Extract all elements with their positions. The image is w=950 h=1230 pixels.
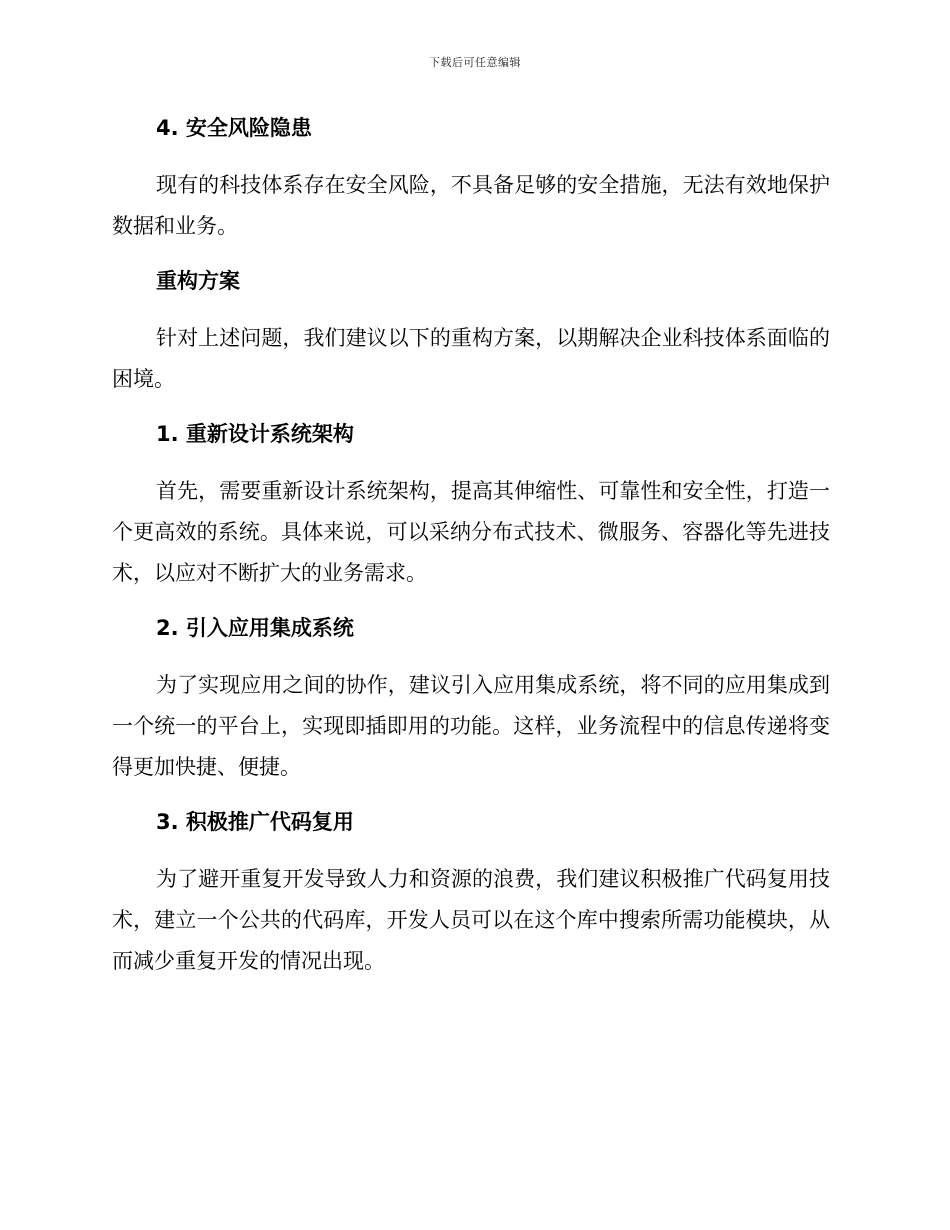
- section-heading: 1. 重新设计系统架构: [156, 422, 354, 446]
- section-heading: 2. 引入应用集成系统: [156, 616, 354, 640]
- section-heading: 3. 积极推广代码复用: [156, 810, 354, 834]
- section-code-reuse: [112, 804, 830, 982]
- section-paragraph: 针对上述问题，我们建议以下的重构方案，以期解决企业科技体系面临的困境。: [112, 326, 830, 391]
- section-system-architecture: [112, 416, 830, 610]
- section-security-risk: [112, 110, 830, 263]
- document-body: [112, 110, 830, 982]
- section-paragraph: 为了避开重复开发导致人力和资源的浪费，我们建议积极推广代码复用技术，建立一个公共的代码库，开发人员可以在这个库中搜索所需功能模块，从而减少重复开发的情况出现。: [112, 867, 830, 973]
- section-restructure-plan: [112, 263, 830, 416]
- section-paragraph: 为了实现应用之间的协作，建议引入应用集成系统，将不同的应用集成到一个统一的平台上，实现即插即用的功能。这样，业务流程中的信息传递将变得更加快捷、便捷。: [112, 673, 830, 779]
- page-header: 下载后可任意编辑: [429, 56, 521, 69]
- section-paragraph: 首先，需要重新设计系统架构，提高其伸缩性、可靠性和安全性，打造一个更高效的系统。具体来说，可以采纳分布式技术、微服务、容器化等先进技术，以应对不断扩大的业务需求。: [112, 479, 830, 585]
- section-app-integration: [112, 610, 830, 804]
- section-heading: 重构方案: [156, 269, 240, 293]
- section-paragraph: 现有的科技体系存在安全风险，不具备足够的安全措施，无法有效地保护数据和业务。: [112, 173, 830, 238]
- section-heading: 4. 安全风险隐患: [156, 116, 312, 140]
